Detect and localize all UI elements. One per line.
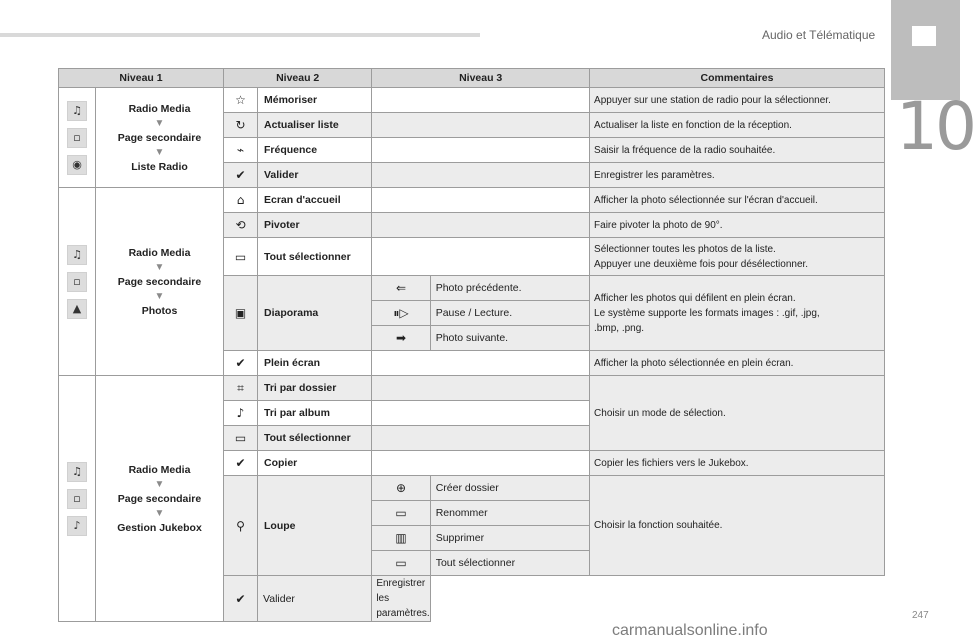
- level2-label: Plein écran: [258, 351, 372, 376]
- previous-icon: ⇐: [372, 276, 430, 301]
- comment: Afficher la photo sélectionnée sur l'écran d'accueil.: [590, 188, 885, 213]
- trash-icon: ▥: [372, 526, 430, 551]
- level1-item: Photos: [141, 304, 178, 317]
- home-screen-icon: ⌂: [224, 188, 258, 213]
- level1-item: Radio Media: [128, 246, 191, 259]
- album-sort-icon: ♪: [224, 401, 258, 426]
- level2-label: Tri par dossier: [258, 376, 372, 401]
- chapter-number: 10: [896, 88, 974, 165]
- slideshow-icon: ▣: [224, 276, 258, 351]
- comment: Copier les fichiers vers le Jukebox.: [590, 451, 885, 476]
- level2-label: Tout sélectionner: [258, 238, 372, 276]
- level1-item: Radio Media: [128, 102, 191, 115]
- arrow-down-icon: ▼: [154, 117, 165, 129]
- level2-label: Ecran d'accueil: [258, 188, 372, 213]
- arrow-down-icon: ▼: [154, 290, 165, 302]
- table-header-row: [59, 69, 885, 88]
- level1-path: [96, 376, 224, 622]
- radio-icon: ♫: [67, 245, 87, 265]
- select-all-icon: ▭: [224, 426, 258, 451]
- memorize-icon: ☆: [224, 88, 258, 113]
- level3-label: Pause / Lecture.: [430, 301, 589, 326]
- menu-table: [58, 68, 885, 622]
- comment: [590, 276, 885, 351]
- col-header-level2: Niveau 2: [224, 69, 372, 88]
- level3-empty: [372, 238, 590, 276]
- level2-label: Fréquence: [258, 138, 372, 163]
- table-row: [59, 376, 885, 401]
- arrow-down-icon: ▼: [154, 507, 165, 519]
- group-icons: [59, 376, 96, 622]
- level3-empty: [372, 401, 590, 426]
- level2-label: Tri par album: [258, 401, 372, 426]
- col-header-comments: Commentaires: [590, 69, 885, 88]
- level3-label: Photo suivante.: [430, 326, 589, 351]
- level1-item: Page secondaire: [117, 492, 202, 505]
- level3-empty: [372, 376, 590, 401]
- level1-item: Liste Radio: [131, 160, 188, 173]
- level1-item: Gestion Jukebox: [117, 521, 202, 534]
- pause-play-icon: ⏸▷: [372, 301, 430, 326]
- radio-icon: ♫: [67, 101, 87, 121]
- level3-empty: [372, 163, 590, 188]
- page-number: 247: [912, 610, 929, 621]
- comment: Saisir la fréquence de la radio souhaitée.: [590, 138, 885, 163]
- level3-empty: [372, 351, 590, 376]
- comment-line: Afficher les photos qui défilent en plein écran.: [594, 292, 796, 304]
- comment: Enregistrer les paramètres.: [590, 163, 885, 188]
- rename-icon: ▭: [372, 501, 430, 526]
- arrow-down-icon: ▼: [154, 478, 165, 490]
- level3-label: Photo précédente.: [430, 276, 589, 301]
- level1-item: Radio Media: [128, 463, 191, 476]
- section-title: Audio et Télématique: [762, 28, 876, 42]
- group-icons: [59, 88, 96, 188]
- arrow-down-icon: ▼: [154, 146, 165, 158]
- header-rule: [0, 33, 480, 37]
- chapter-tab: [891, 0, 960, 100]
- comment: Afficher la photo sélectionnée en plein écran.: [590, 351, 885, 376]
- folder-sort-icon: ⌗: [224, 376, 258, 401]
- level3-empty: [372, 88, 590, 113]
- comment-line: .bmp, .png.: [594, 322, 645, 334]
- create-folder-icon: ⊕: [372, 476, 430, 501]
- level2-label: Tout sélectionner: [258, 426, 372, 451]
- table-row: [59, 188, 885, 213]
- level3-label: Tout sélectionner: [430, 551, 589, 576]
- level2-label: Mémoriser: [258, 88, 372, 113]
- level3-label: Valider: [258, 576, 372, 622]
- photo-icon: ▲: [67, 299, 87, 319]
- level3-label: Créer dossier: [430, 476, 589, 501]
- comment-line: Sélectionner toutes les photos de la liste.: [594, 243, 776, 255]
- watermark: carmanualsonline.info: [612, 622, 768, 639]
- comment: Choisir un mode de sélection.: [590, 376, 885, 451]
- frequency-icon: ⌁: [224, 138, 258, 163]
- col-header-level3: Niveau 3: [372, 69, 590, 88]
- level1-path: [96, 88, 224, 188]
- comment-line: Appuyer une deuxième fois pour désélectionner.: [594, 258, 809, 270]
- level2-label: Valider: [258, 163, 372, 188]
- level3-empty: [372, 138, 590, 163]
- page-icon: ▫: [67, 489, 87, 509]
- comment: Choisir la fonction souhaitée.: [590, 476, 885, 576]
- level1-item: Page secondaire: [117, 131, 202, 144]
- comment: Faire pivoter la photo de 90°.: [590, 213, 885, 238]
- level3-label: Renommer: [430, 501, 589, 526]
- radio-icon: ♫: [67, 462, 87, 482]
- select-all-icon: ▭: [224, 238, 258, 276]
- refresh-icon: ↻: [224, 113, 258, 138]
- arrow-down-icon: ▼: [154, 261, 165, 273]
- select-all-icon: ▭: [372, 551, 430, 576]
- level3-empty: [372, 113, 590, 138]
- check-icon: ✔: [224, 576, 258, 622]
- comment: [590, 238, 885, 276]
- comment-line: Le système supporte les formats images : .gif, .jpg,: [594, 307, 820, 319]
- level3-empty: [372, 451, 590, 476]
- level3-empty: [372, 213, 590, 238]
- group-icons: [59, 188, 96, 376]
- magnifier-icon: ⚲: [224, 476, 258, 576]
- next-icon: ➡: [372, 326, 430, 351]
- level2-label: Loupe: [258, 476, 372, 576]
- page-icon: ▫: [67, 272, 87, 292]
- chapter-tab-square: [912, 26, 936, 46]
- level2-label: Pivoter: [258, 213, 372, 238]
- level3-label: Supprimer: [430, 526, 589, 551]
- level3-empty: [372, 188, 590, 213]
- table-row: [59, 88, 885, 113]
- page-icon: ▫: [67, 128, 87, 148]
- level2-label: Actualiser liste: [258, 113, 372, 138]
- col-header-level1: Niveau 1: [59, 69, 224, 88]
- rotate-icon: ⟲: [224, 213, 258, 238]
- antenna-icon: ◉: [67, 155, 87, 175]
- comment: Enregistrer les paramètres.: [372, 576, 430, 622]
- comment: Actualiser la liste en fonction de la réception.: [590, 113, 885, 138]
- jukebox-icon: ♪: [67, 516, 87, 536]
- level2-label: Copier: [258, 451, 372, 476]
- level1-path: [96, 188, 224, 376]
- level2-label: Diaporama: [258, 276, 372, 351]
- comment: Appuyer sur une station de radio pour la sélectionner.: [590, 88, 885, 113]
- level3-empty: [372, 426, 590, 451]
- check-icon: ✔: [224, 351, 258, 376]
- level1-item: Page secondaire: [117, 275, 202, 288]
- check-icon: ✔: [224, 163, 258, 188]
- check-icon: ✔: [224, 451, 258, 476]
